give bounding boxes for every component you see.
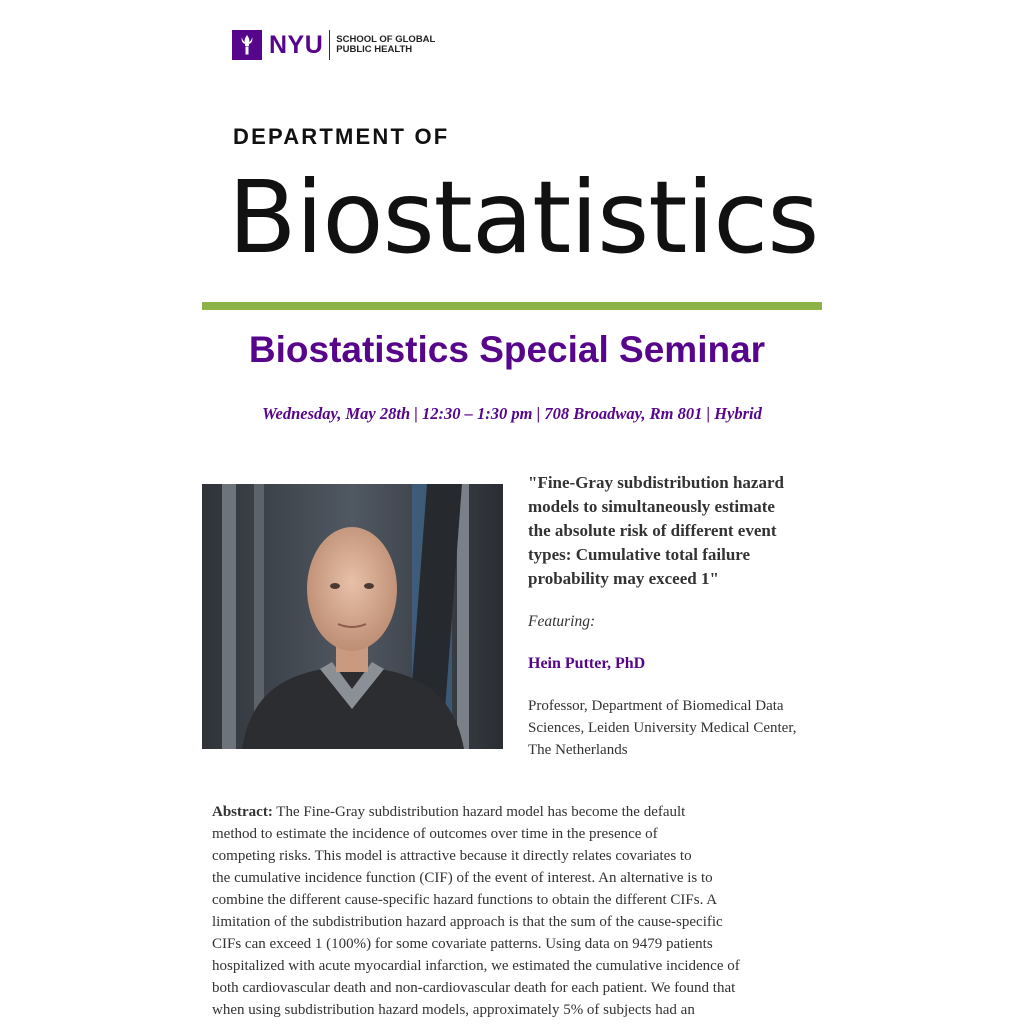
abstract-label: Abstract: <box>212 804 273 820</box>
abstract-line: hospitalized with acute myocardial infarction, we estimated the cumulative incidence of <box>212 958 740 974</box>
abstract-line: competing risks. This model is attractive because it directly relates covariates to <box>212 848 692 864</box>
talk-title-line: models to simultaneously estimate <box>528 497 775 516</box>
logo-divider <box>329 30 330 60</box>
green-divider-bar <box>202 302 822 310</box>
affiliation-line: The Netherlands <box>528 742 628 758</box>
speaker-photo <box>202 484 503 749</box>
talk-title-line: "Fine-Gray subdistribution hazard <box>528 473 784 492</box>
talk-title-line: types: Cumulative total failure <box>528 545 751 564</box>
abstract <box>212 801 822 1021</box>
abstract-line: the cumulative incidence function (CIF) of the event of interest. An alternative is to <box>212 870 713 886</box>
abstract-line: method to estimate the incidence of outcomes over time in the presence of <box>212 826 658 842</box>
abstract-line: CIFs can exceed 1 (100%) for some covariate patterns. Using data on 9479 patients <box>212 936 713 952</box>
nyu-wordmark: NYU <box>269 31 324 59</box>
abstract-line: limitation of the subdistribution hazard approach is that the sum of the cause-specific <box>212 914 723 930</box>
abstract-line: both cardiovascular death and non-cardiovascular death for each patient. We found that <box>212 980 736 996</box>
abstract-line <box>212 801 822 823</box>
abstract-line: when using subdistribution hazard models, approximately 5% of subjects had an <box>212 1002 695 1018</box>
talk-title-line: the absolute risk of different event <box>528 521 777 540</box>
affiliation-line: Professor, Department of Biomedical Data <box>528 698 784 714</box>
abstract-line: combine the different cause-specific hazard functions to obtain the different CIFs. A <box>212 892 718 908</box>
affiliation-line: Sciences, Leiden University Medical Center, <box>528 720 797 736</box>
nyu-logo <box>232 30 435 60</box>
talk-title <box>528 471 828 591</box>
nyu-torch-icon <box>232 30 262 60</box>
school-name <box>336 35 435 55</box>
abstract-first-line-text: The Fine-Gray subdistribution hazard model has become the default <box>272 804 686 820</box>
event-details: Wednesday, May 28th | 12:30 – 1:30 pm | 708 Broadway, Rm 801 | Hybrid <box>262 404 762 423</box>
featuring-label: Featuring: <box>528 613 596 630</box>
school-line-1: SCHOOL OF GLOBAL <box>336 34 436 45</box>
school-line-2: PUBLIC HEALTH <box>336 44 413 55</box>
speaker-affiliation <box>528 695 828 761</box>
talk-info <box>528 471 828 761</box>
talk-title-line: probability may exceed 1" <box>528 569 719 588</box>
speaker-name: Hein Putter, PhD <box>528 655 646 672</box>
department-prefix: DEPARTMENT OF <box>233 124 450 149</box>
seminar-title: Biostatistics Special Seminar <box>248 329 766 370</box>
department-name: Biostatistics <box>228 159 819 276</box>
